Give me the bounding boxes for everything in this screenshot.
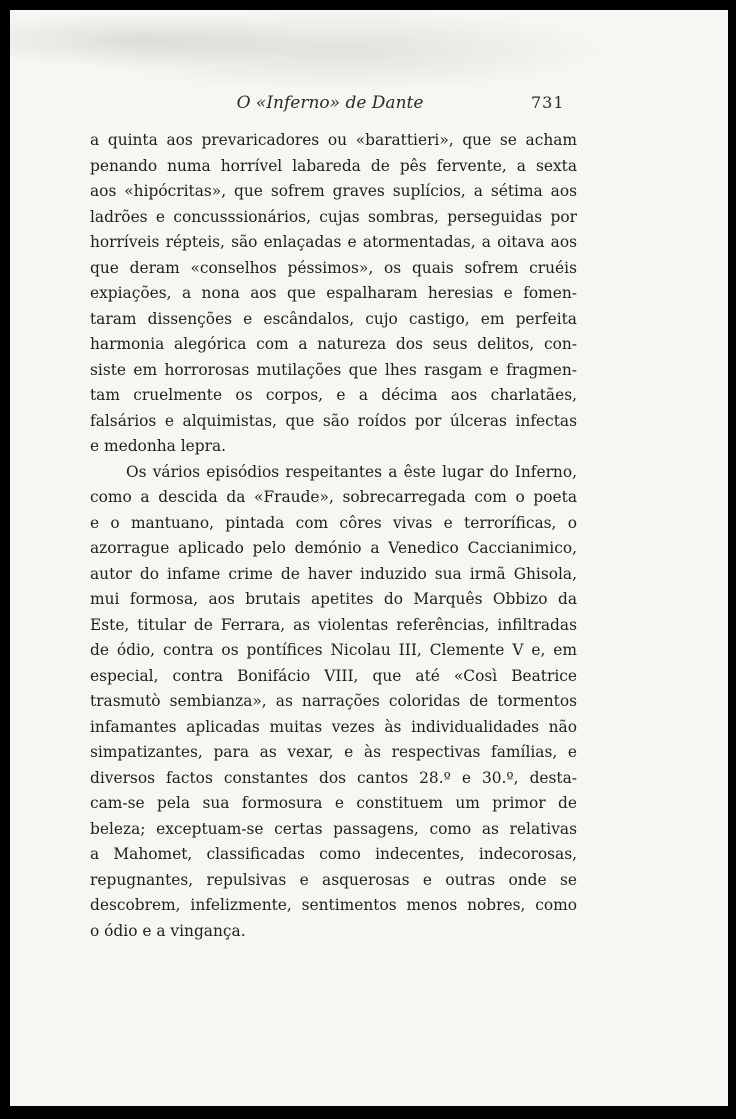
- text-line: e medonha lepra.: [90, 437, 227, 455]
- text-line: aos «hipócritas», que sofrem graves suplícios, a sétima aos: [90, 182, 577, 200]
- page-header: [10, 93, 728, 117]
- running-title: O «Inferno» de Dante: [236, 93, 424, 113]
- text-line: autor do infame crime de haver induzido sua irmã Ghisola,: [90, 564, 577, 583]
- text-line: penando numa horrível labareda de pês fervente, a sexta: [90, 156, 577, 175]
- text-line: como a descida da «Fraude», sobrecarregada com o poeta: [90, 488, 577, 506]
- page-number: 731: [531, 93, 565, 112]
- body-text: [90, 128, 577, 944]
- text-line: o ódio e a vingança.: [90, 921, 246, 940]
- text-line: harmonia alegórica com a natureza dos seus delitos, con-: [90, 335, 577, 353]
- text-line: horríveis répteis, são enlaçadas e atormentadas, a oitava aos: [90, 233, 577, 251]
- text-line: expiações, a nona aos que espalharam heresias e fomen-: [90, 284, 577, 302]
- text-line: Este, titular de Ferrara, as violentas referências, infiltradas: [90, 615, 577, 634]
- text-line: azorrague aplicado pelo demónio a Venedico Caccianimico,: [90, 539, 577, 557]
- text-line: de ódio, contra os pontífices Nicolau III, Clemente V e, em: [90, 641, 577, 659]
- paragraph: [90, 128, 577, 460]
- text-line: mui formosa, aos brutais apetites do Marquês Obbizo da: [90, 590, 577, 608]
- text-line: e o mantuano, pintada com côres vivas e terroríficas, o: [90, 513, 577, 532]
- text-line: cam-se pela sua formosura e constituem um primor de: [90, 794, 577, 812]
- text-line: repugnantes, repulsivas e asquerosas e outras onde se: [90, 870, 577, 889]
- text-line: siste em horrorosas mutilações que lhes rasgam e fragmen-: [90, 360, 577, 379]
- text-line: falsários e alquimistas, que são roídos por úlceras infectas: [90, 411, 577, 430]
- text-line: a quinta aos prevaricadores ou «barattieri», que se acham: [90, 131, 577, 149]
- book-page: [10, 10, 728, 1106]
- text-line: beleza; exceptuam-se certas passagens, como as relativas: [90, 819, 577, 838]
- text-line: infamantes aplicadas muitas vezes às individualidades não: [90, 717, 577, 736]
- text-line: descobrem, infelizmente, sentimentos menos nobres, como: [90, 896, 577, 914]
- text-line: trasmutò sembianza», as narrações coloridas de tormentos: [90, 692, 577, 710]
- text-line: ladrões e concusssionários, cujas sombras, perseguidas por: [90, 207, 577, 226]
- text-line: a Mahomet, classificadas como indecentes, indecorosas,: [90, 845, 577, 863]
- text-line: tam cruelmente os corpos, e a décima aos charlatães,: [90, 386, 577, 404]
- text-line: taram dissenções e escândalos, cujo castigo, em perfeita: [90, 309, 577, 328]
- text-line: Os vários episódios respeitantes a êste lugar do Inferno,: [126, 462, 577, 481]
- text-line: que deram «conselhos péssimos», os quais sofrem cruéis: [90, 258, 577, 277]
- paragraph: [90, 460, 577, 945]
- text-line: simpatizantes, para as vexar, e às respectivas famílias, e: [90, 743, 577, 761]
- text-line: diversos factos constantes dos cantos 28.º e 30.º, desta-: [90, 768, 577, 787]
- text-line: especial, contra Bonifácio VIII, que até «Così Beatrice: [90, 666, 577, 685]
